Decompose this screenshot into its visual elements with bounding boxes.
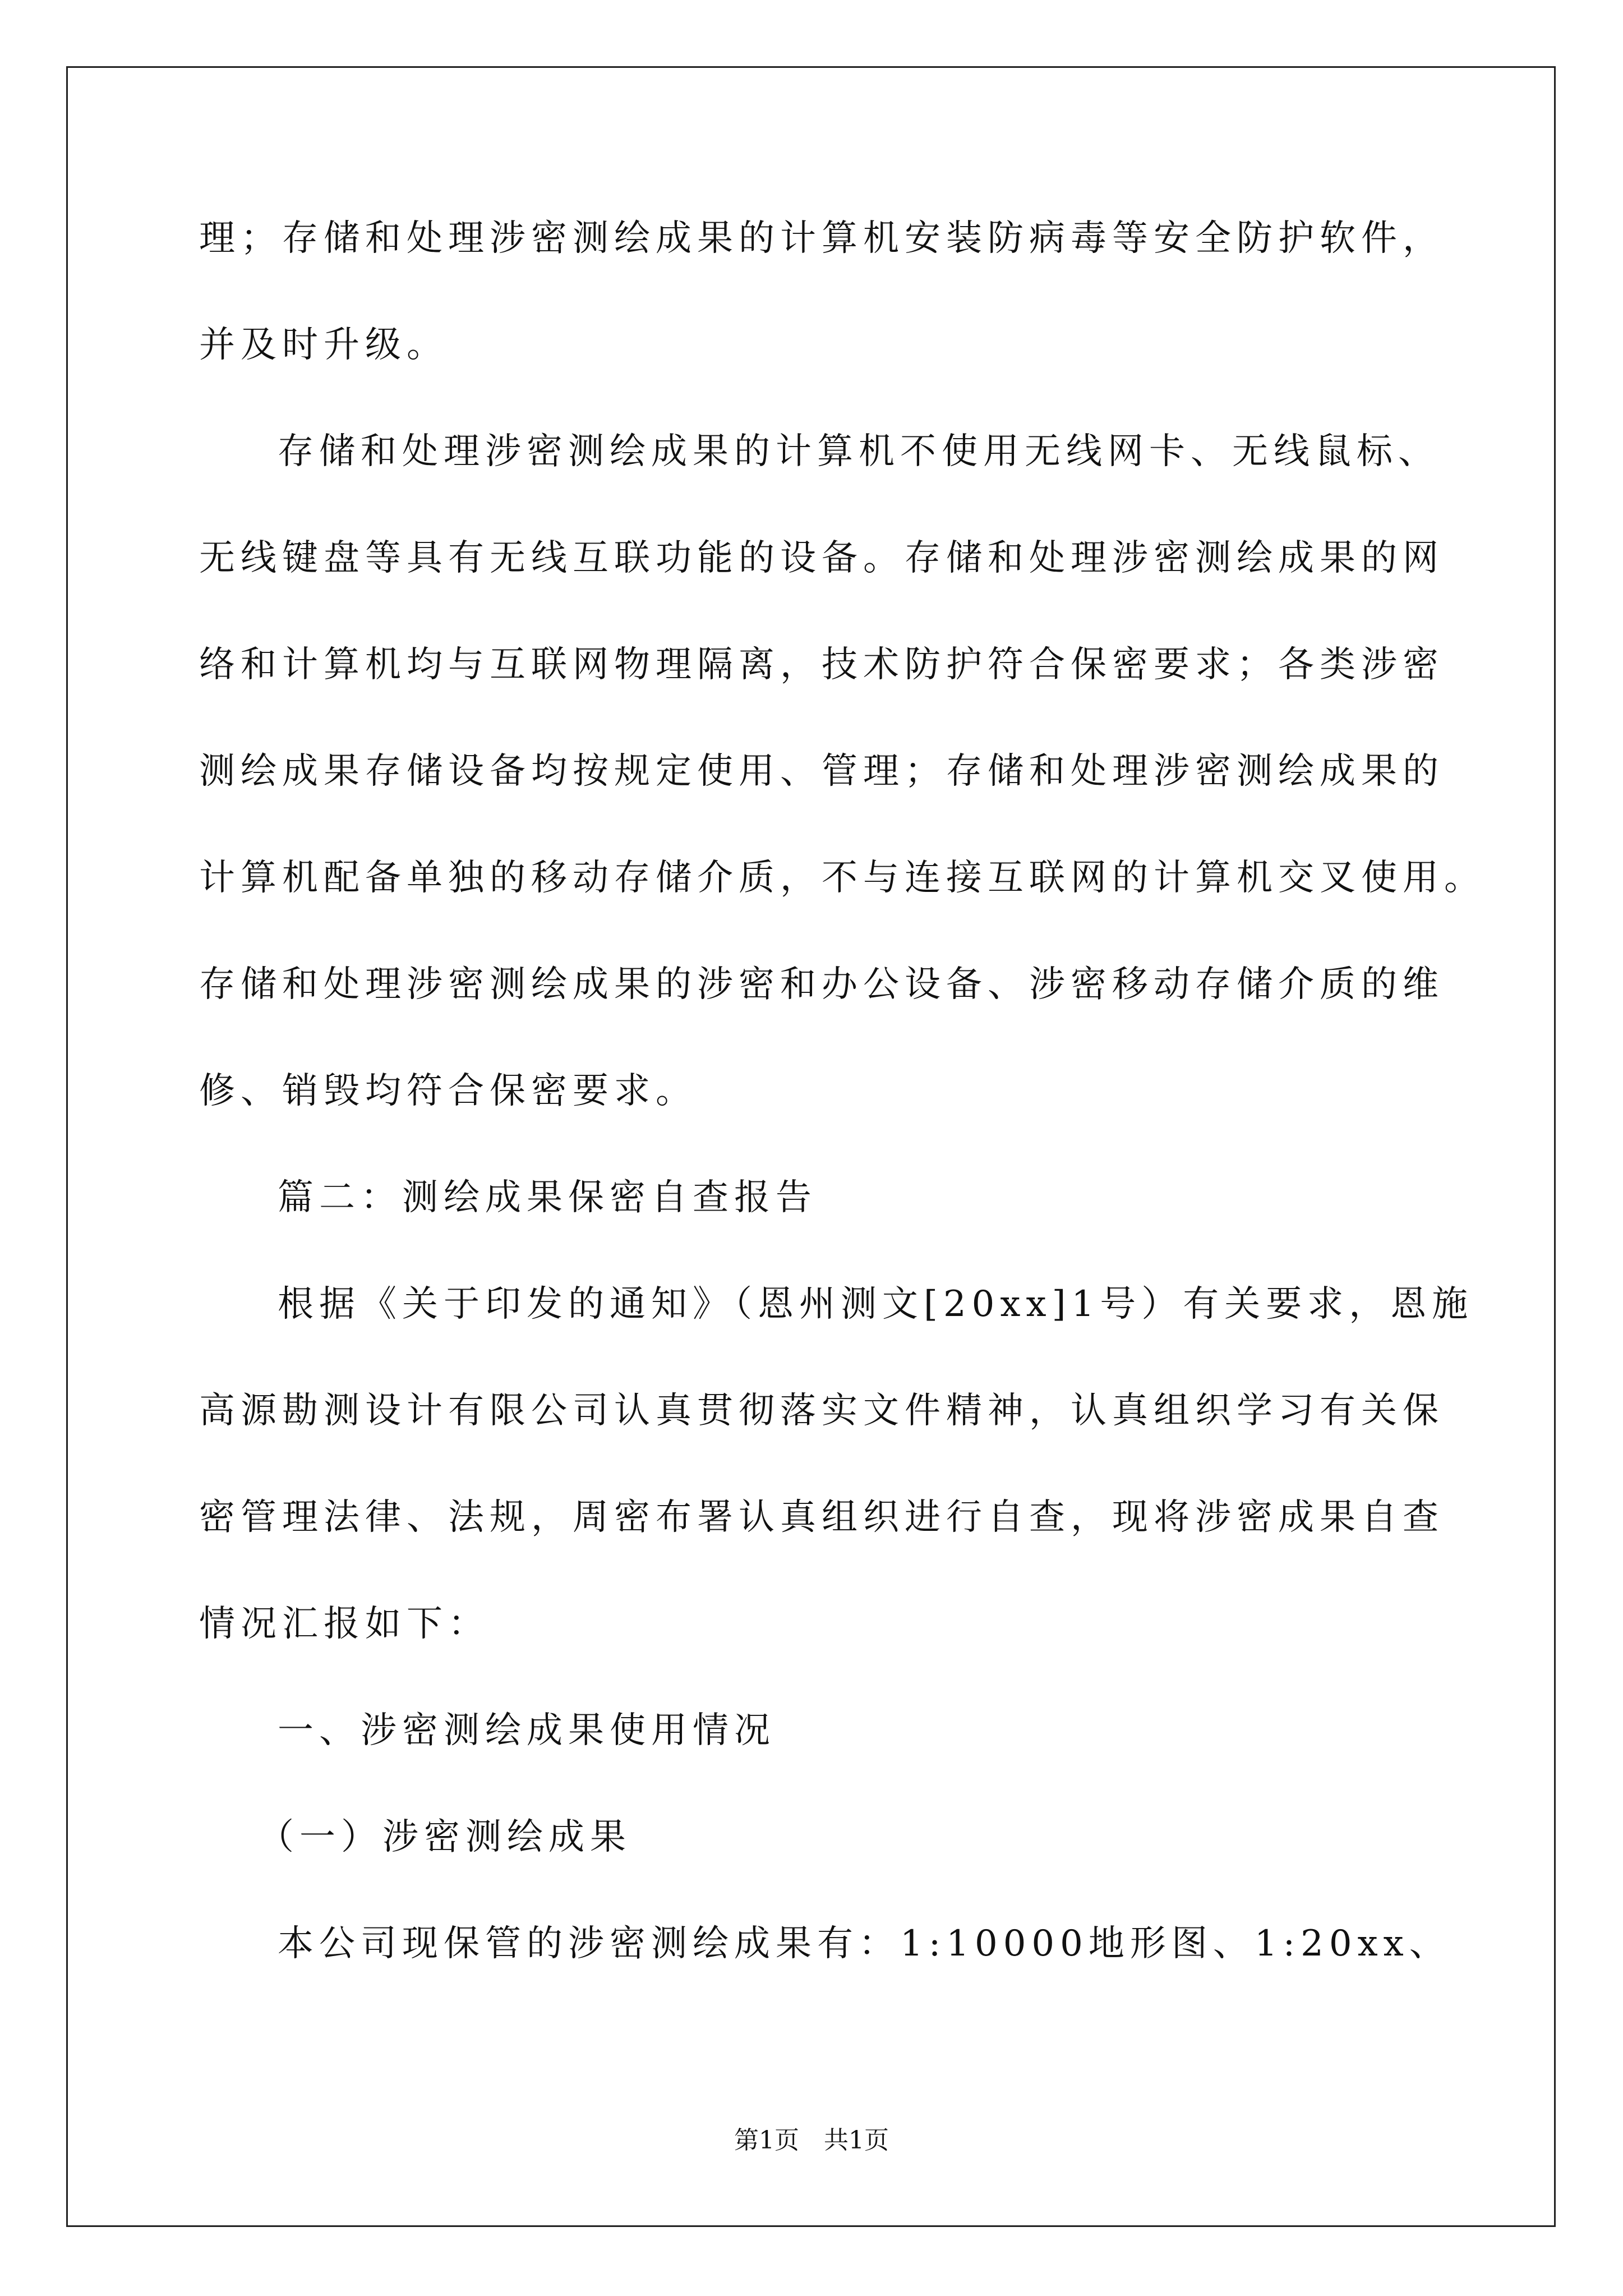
page-frame: [66, 66, 1556, 2227]
text-line: 无线键盘等具有无线互联功能的设备。存储和处理涉密测绘成果的网: [199, 537, 1444, 579]
text-line: 测绘成果存储设备均按规定使用、管理；存储和处理涉密测绘成果的: [199, 751, 1444, 792]
subsection-heading: （一）涉密测绘成果: [258, 1816, 631, 1858]
paragraph-start-line: 根据《关于印发的通知》（恩州测文[20xx]1号）有关要求，恩施: [278, 1283, 1474, 1325]
text-line: 高源勘测设计有限公司认真贯彻落实文件精神，认真组织学习有关保: [199, 1390, 1444, 1432]
text-line: 络和计算机均与互联网物理隔离，技术防护符合保密要求；各类涉密: [199, 644, 1444, 685]
text-line: 密管理法律、法规，周密布署认真组织进行自查，现将涉密成果自查: [199, 1497, 1444, 1538]
text-line: 修、销毁均符合保密要求。: [199, 1070, 697, 1112]
subsection-heading: 一、涉密测绘成果使用情况: [278, 1710, 776, 1751]
page-footer: 第1页 共1页: [734, 2126, 889, 2155]
paragraph-start-line: 存储和处理涉密测绘成果的计算机不使用无线网卡、无线鼠标、: [278, 431, 1440, 472]
text-line: 理；存储和处理涉密测绘成果的计算机安装防病毒等安全防护软件，: [199, 218, 1444, 259]
text-line: 并及时升级。: [199, 324, 448, 366]
section-heading: 篇二：测绘成果保密自查报告: [278, 1177, 817, 1218]
text-line: 计算机配备单独的移动存储介质，不与连接互联网的计算机交叉使用。: [199, 857, 1486, 899]
text-line: 存储和处理涉密测绘成果的涉密和办公设备、涉密移动存储介质的维: [199, 964, 1444, 1005]
paragraph-start-line: 本公司现保管的涉密测绘成果有：1:10000地形图、1:20xx、: [278, 1923, 1451, 1964]
text-line: 情况汇报如下：: [199, 1603, 490, 1645]
